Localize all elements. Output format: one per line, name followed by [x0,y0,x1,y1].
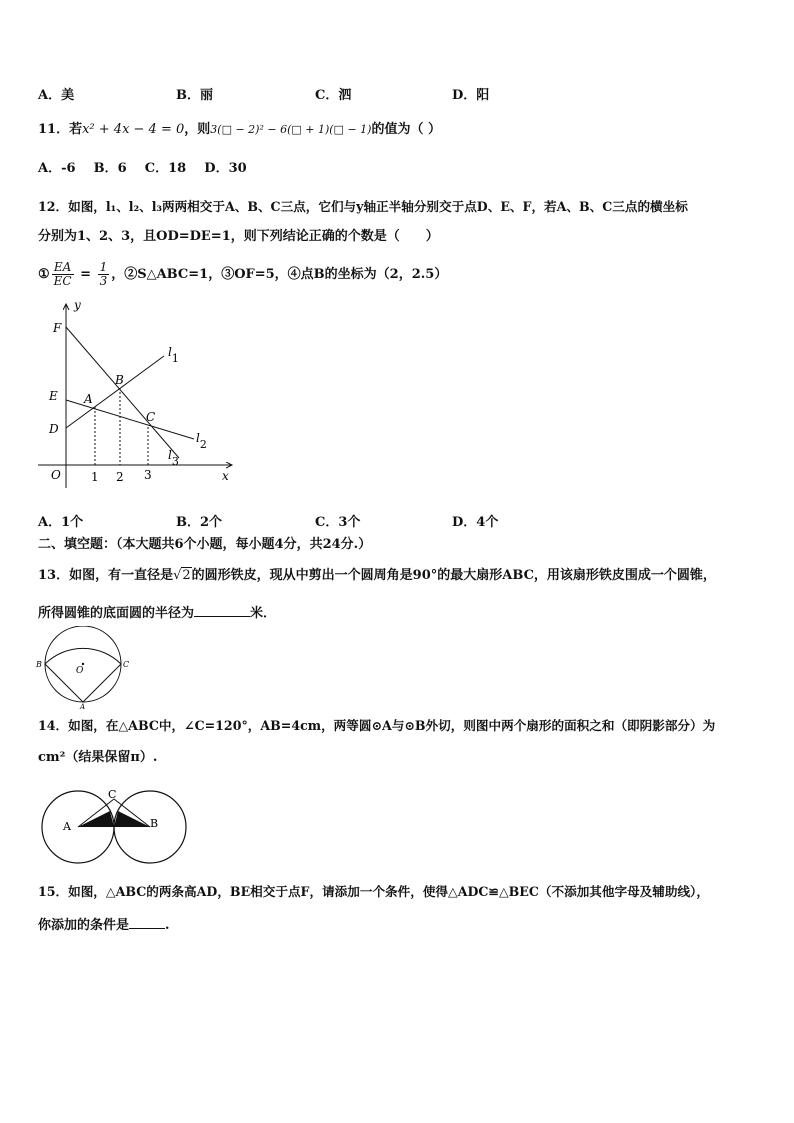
l1-sub: 1 [171,352,179,365]
label-A: A [84,392,93,406]
label-x: x [222,469,229,483]
q12-fraction-1-3 [98,261,110,288]
label-O: O [51,468,61,482]
l2-base: l [196,431,200,445]
sector-arc [45,648,121,664]
center-dot [82,663,84,665]
label-O: O [76,666,84,676]
q11-expression: 3(□ − 2)² − 6(□ + 1)(□ − 1) [210,123,372,136]
q13-line2-end: 米． [250,606,277,621]
frac2-den: 3 [99,274,108,288]
q12-option-a: A．1个 [38,515,84,530]
q10-option-d: D．阳 [452,88,490,103]
label-C: C [146,410,156,424]
q11-condition: x² + 4x − 4 = 0 [82,122,185,137]
label-D: D [49,422,59,436]
l1-base: l [168,345,172,359]
q15-stem-line2 [38,916,170,934]
l3-sub: 3 [171,455,179,468]
frac-den: EC [53,274,72,288]
q15-line2-end: . [165,918,170,933]
label-A: A [80,703,86,710]
tick-1: 1 [91,470,99,484]
q15-stem-line1: 15．如图，△ABC的两条高AD，BE相交于点F，请添加一个条件，使得△ADC≌△BEC（不添加其他字母及辅助线）， [38,884,709,899]
q14-figure [34,784,194,864]
label-y: y [74,298,81,312]
q11-stem [38,122,441,138]
label-C: C [123,660,130,669]
q13-figure [34,626,134,710]
q10-option-b: B．丽 [176,88,213,103]
q12-statements [38,260,447,290]
q12-figure [34,296,240,492]
q11-prefix: 11．若 [38,122,83,137]
q11-suffix: 的值为（ ） [371,122,441,137]
q15-line2: 你添加的条件是 [38,918,130,933]
label-B: B [36,660,42,669]
label-l1 [168,345,179,365]
l3-base: l [168,448,172,462]
q12-fraction-ea-ec [52,261,74,288]
l2-sub: 2 [199,438,207,451]
q13-pre: 13．如图，有一直径是 [38,568,174,583]
frac2-num: 1 [99,260,108,274]
line-l3 [66,327,179,458]
q12-stem-line1: 12．如图，l₁、l₂、l₃两两相交于A、B、C三点，它们与y轴正半轴分别交于点D、E、F，若A、B、C三点的横坐标 [38,199,688,214]
q13-stem-line2 [38,604,276,622]
tick-3: 3 [144,468,152,482]
label-B: B [115,373,124,387]
label-A: A [63,820,71,833]
segment-AC [83,664,121,702]
section-2-heading: 二、填空题：（本大题共6个小题，每小题4分，共24分.） [38,537,372,552]
q12-eq: = [75,267,96,282]
q15-answer-blank[interactable] [129,916,165,929]
q13-stem-line1 [38,568,716,584]
q13-radicand: 2 [182,568,191,583]
tick-2: 2 [116,470,124,484]
q12-option-c: C．3个 [315,515,361,530]
label-F: F [53,321,62,335]
q10-option-c: C．泗 [315,88,352,103]
q13-line2: 所得圆锥的底面圆的半径为 [38,606,195,621]
q13-answer-blank[interactable] [194,604,250,617]
label-E: E [49,389,58,403]
frac-num: EA [52,261,74,275]
q11-options: A．-6 B．6 C．18 D．30 [38,161,247,176]
q13-sqrt: √2 [173,568,191,583]
q12-option-b: B．2个 [176,515,223,530]
label-B: B [150,817,159,830]
q13-post: 的圆形铁皮，现从中剪出一个圆周角是90°的最大扇形ABC，用该扇形铁皮围成一个圆锥， [191,568,716,583]
q14-stem-line1: 14．如图，在△ABC中，∠C=120°，AB=4cm，两等圆⊙A与⊙B外切，则图中两个扇形的面积之和（即阴影部分）为 [38,718,716,733]
q14-stem-line2: cm²（结果保留π）. [38,750,158,765]
label-l2 [196,431,207,451]
label-C: C [108,788,117,801]
q10-option-a: A．美 [38,88,75,103]
q12-circle-1: ① [38,267,50,282]
q12-option-d: D．4个 [452,515,499,530]
q11-middle: ，则 [184,122,211,137]
q12-stem-line2: 分别为1、2、3，且OD=DE=1，则下列结论正确的个数是（ ） [38,229,439,244]
q12-statements-rest: ，②S△ABC=1，③OF=5，④点B的坐标为（2，2.5） [111,267,448,282]
